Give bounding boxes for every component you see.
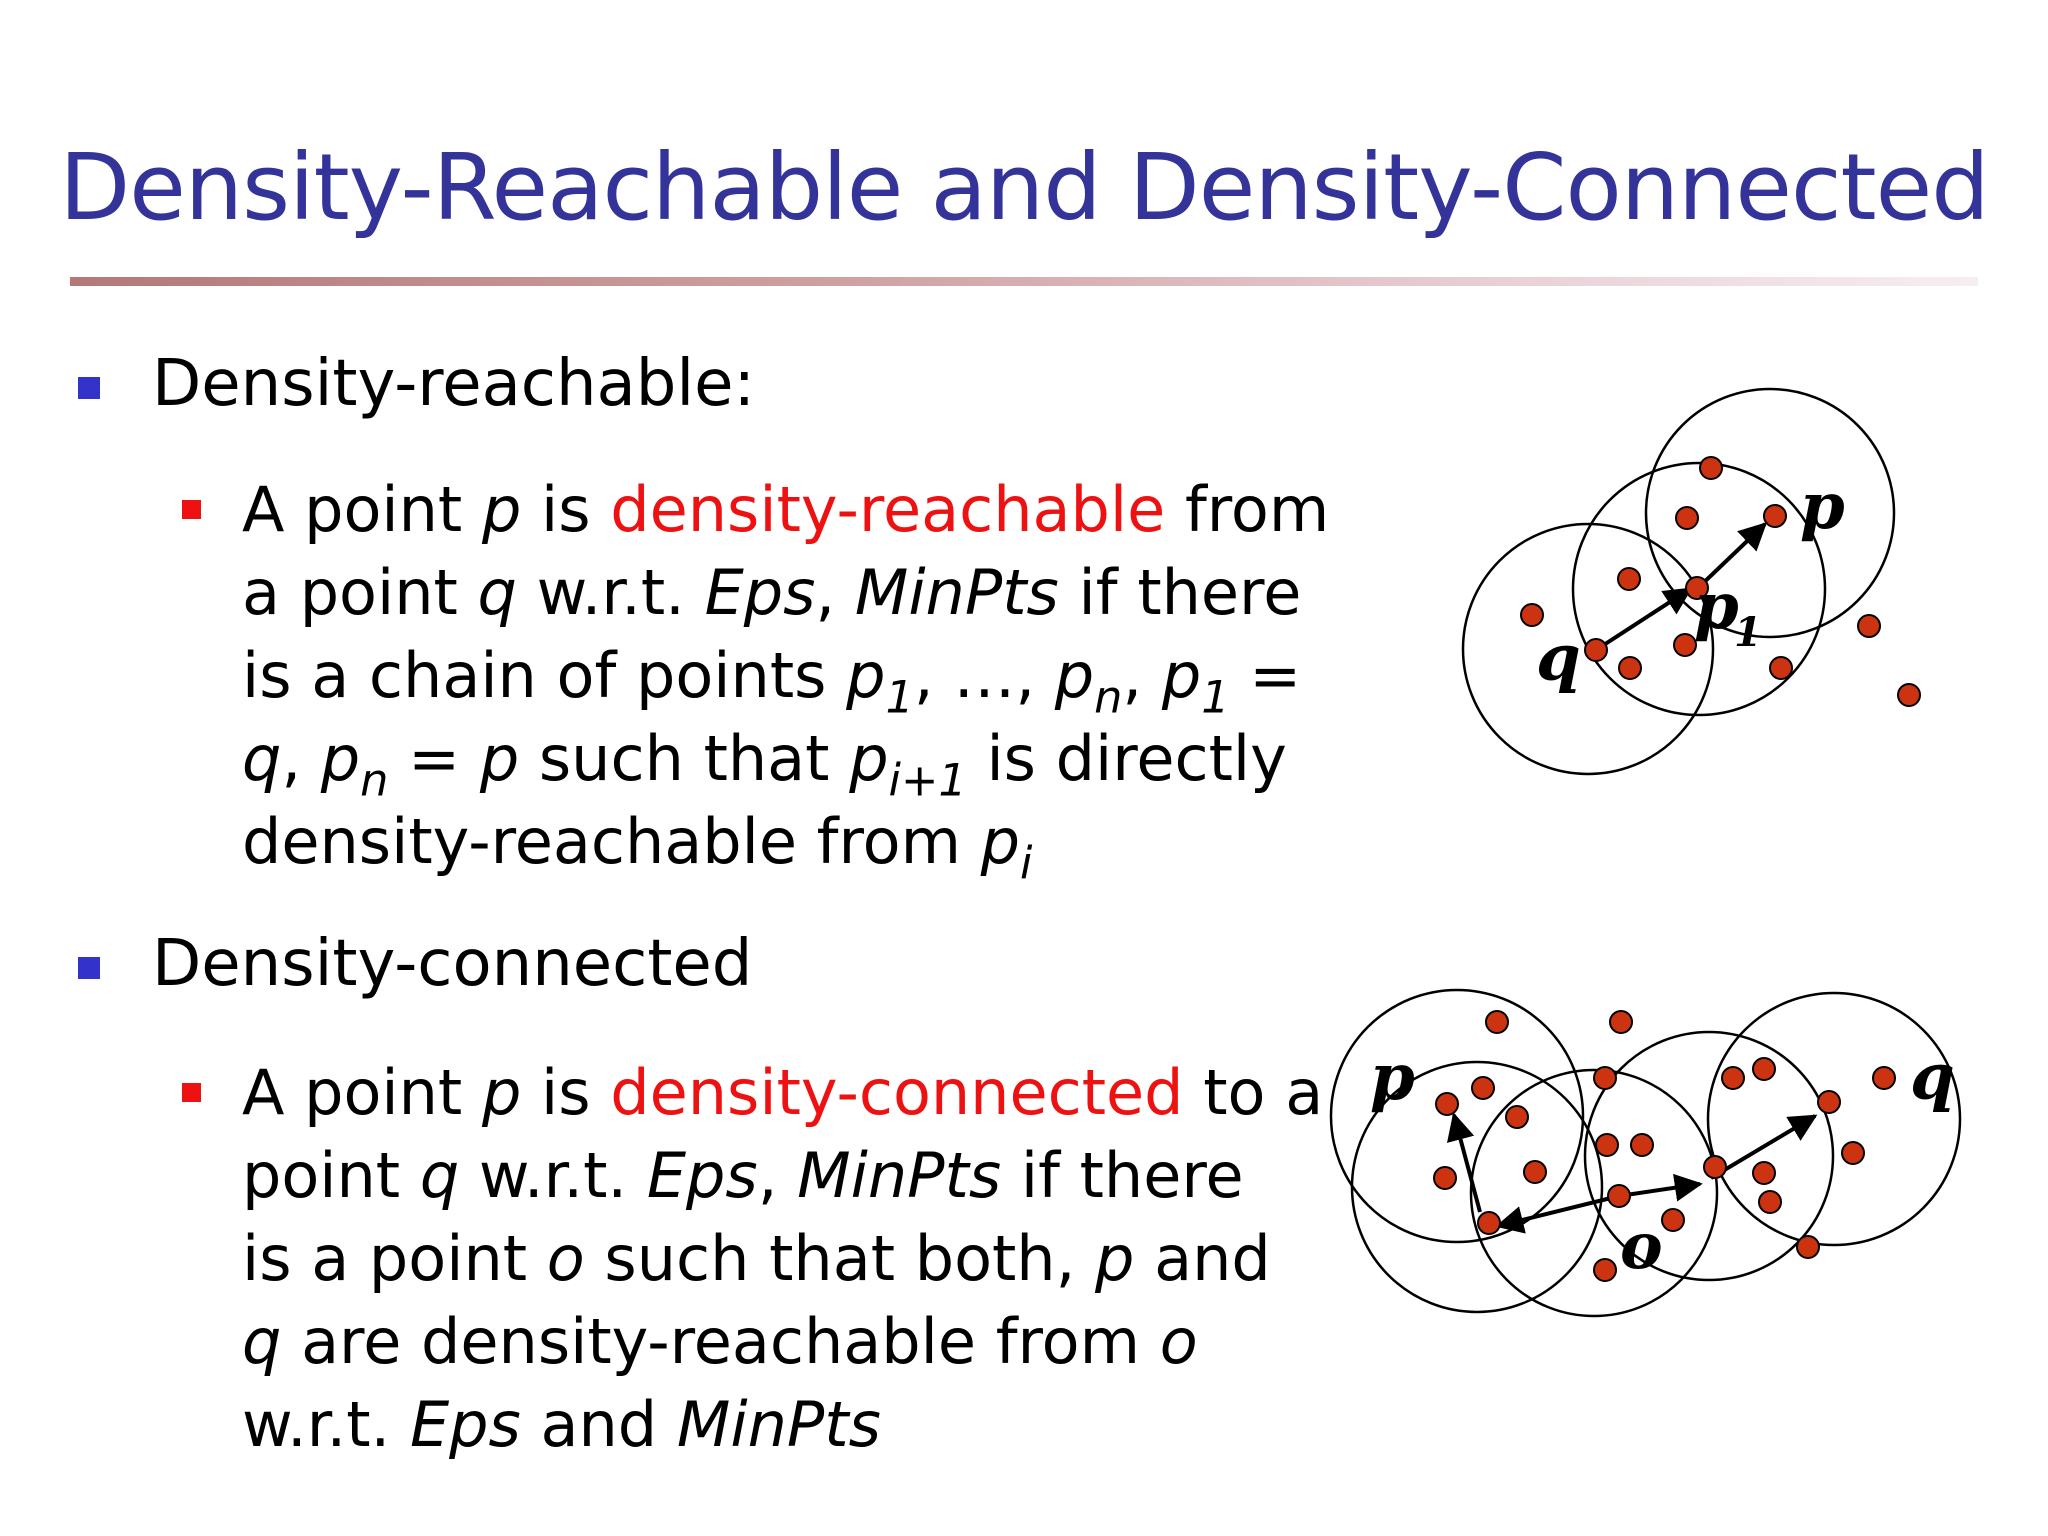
data-point [1619,657,1641,679]
term-eps: Eps [646,1139,758,1212]
text: if there [1001,1139,1244,1212]
label-p1-subscript: 1 [1734,609,1762,656]
section-heading-reachable: Density-reachable: [152,347,756,421]
data-point [1770,657,1792,679]
label-o: o [1620,1209,1663,1284]
text: = [388,722,480,795]
text-line [242,551,1322,634]
sub-bullet-square-icon [182,1083,201,1102]
data-point [1676,507,1698,529]
variable-o: o [546,1222,585,1295]
text: A point [242,473,482,546]
highlighted-term: density-reachable [610,473,1166,546]
text: w.r.t. [516,556,705,629]
text: , [281,722,321,795]
text: is a point [242,1222,547,1295]
text: a point [242,556,478,629]
text-line [242,1051,1322,1134]
text: is directly [966,722,1287,795]
data-point [1434,1167,1456,1189]
definition-connected [242,1051,1322,1466]
text: is a chain of points [242,639,847,712]
variable-pi1: p [849,722,889,795]
text: density-reachable from [242,805,981,878]
text-line [242,800,1322,890]
variable-pn: p [320,722,361,795]
text: and [520,1388,677,1461]
data-point [1704,1156,1726,1178]
data-point [1486,1011,1508,1033]
data-point [1753,1058,1775,1080]
data-point [1842,1142,1864,1164]
text: are density-reachable from [281,1305,1160,1378]
sub-bullet-square-icon [182,500,201,519]
data-point-o [1608,1185,1630,1207]
text: to a [1183,1056,1324,1129]
label-p1: p [1694,569,1739,644]
bullet-square-icon [78,377,100,399]
label-p: p [1800,469,1845,544]
label-p: p [1370,1040,1415,1115]
data-point [1764,505,1786,527]
text: such that [519,722,850,795]
variable-pi: p [980,805,1021,878]
slide-title: Density-Reachable and Density-Connected [59,134,1989,241]
variable-p1: p [1161,639,1202,712]
data-point [1618,568,1640,590]
data-point [1631,1134,1653,1156]
text: A point [242,1056,482,1129]
data-point [1759,1191,1781,1213]
variable-p: p [1095,1222,1135,1295]
density-reachable-diagram [1440,380,1960,780]
text: w.r.t. [242,1388,410,1461]
data-point [1674,634,1696,656]
data-point [1472,1077,1494,1099]
text-line [242,468,1330,551]
data-point [1524,1161,1546,1183]
text: = [1229,639,1302,712]
data-point [1818,1091,1840,1113]
term-minpts: MinPts [854,556,1059,629]
text: , [1122,639,1162,712]
eps-neighborhood-circle [1331,990,1583,1242]
eps-neighborhood-circle [1708,993,1960,1245]
data-point [1700,457,1722,479]
title-divider [70,277,1978,286]
text: such that both, [584,1222,1096,1295]
subscript: n [360,754,389,807]
data-point [1594,1259,1616,1281]
data-point [1858,615,1880,637]
data-point [1873,1067,1895,1089]
term-minpts: MinPts [797,1139,1002,1212]
text-line [242,1383,1322,1466]
variable-q: q [477,556,517,629]
variable-p1: p [846,639,886,712]
text: w.r.t. [459,1139,647,1212]
text: if there [1058,556,1302,629]
data-point-p [1436,1093,1458,1115]
data-point [1506,1106,1528,1128]
text: point [242,1139,420,1212]
section-heading-connected: Density-connected [152,927,753,1001]
data-point [1898,684,1920,706]
term-eps: Eps [704,556,816,629]
text: , [815,556,855,629]
highlighted-term: density-connected [610,1056,1184,1129]
variable-pn: p [1054,639,1095,712]
text-line [242,1300,1322,1383]
text: , …, [913,639,1055,712]
text-line [242,1217,1322,1300]
data-point-q [1585,639,1607,661]
variable-q: q [419,1139,460,1212]
bullet-square-icon [78,957,100,979]
subscript: i+1 [888,754,967,807]
subscript: i [1020,837,1033,890]
text: is [521,473,611,546]
subscript: 1 [885,671,914,724]
data-point [1596,1134,1618,1156]
data-point [1662,1209,1684,1231]
variable-p: p [481,473,522,546]
label-q: q [1536,621,1581,696]
term-eps: Eps [409,1388,521,1461]
reach-arrow [1619,1184,1700,1196]
variable-p: p [481,1056,522,1129]
reach-arrow [1454,1115,1480,1212]
subscript: n [1094,671,1123,724]
data-point [1594,1067,1616,1089]
subscript: 1 [1201,671,1230,724]
term-minpts: MinPts [676,1388,881,1461]
data-point [1610,1011,1632,1033]
variable-q: q [242,722,282,795]
variable-q: q [242,1305,282,1378]
density-connected-diagram [1320,975,1980,1325]
variable-p: p [479,722,520,795]
data-point [1478,1212,1500,1234]
data-point [1753,1162,1775,1184]
text-line [242,717,1322,807]
text: is [521,1056,611,1129]
text: , [757,1139,798,1212]
label-q: q [1910,1040,1955,1115]
data-point [1797,1236,1819,1258]
text: from [1165,473,1330,546]
text-line [242,1134,1322,1217]
variable-o: o [1159,1305,1198,1378]
definition-reachable [242,468,1330,890]
text: and [1134,1222,1271,1295]
data-point [1722,1067,1744,1089]
text-line [242,634,1322,724]
